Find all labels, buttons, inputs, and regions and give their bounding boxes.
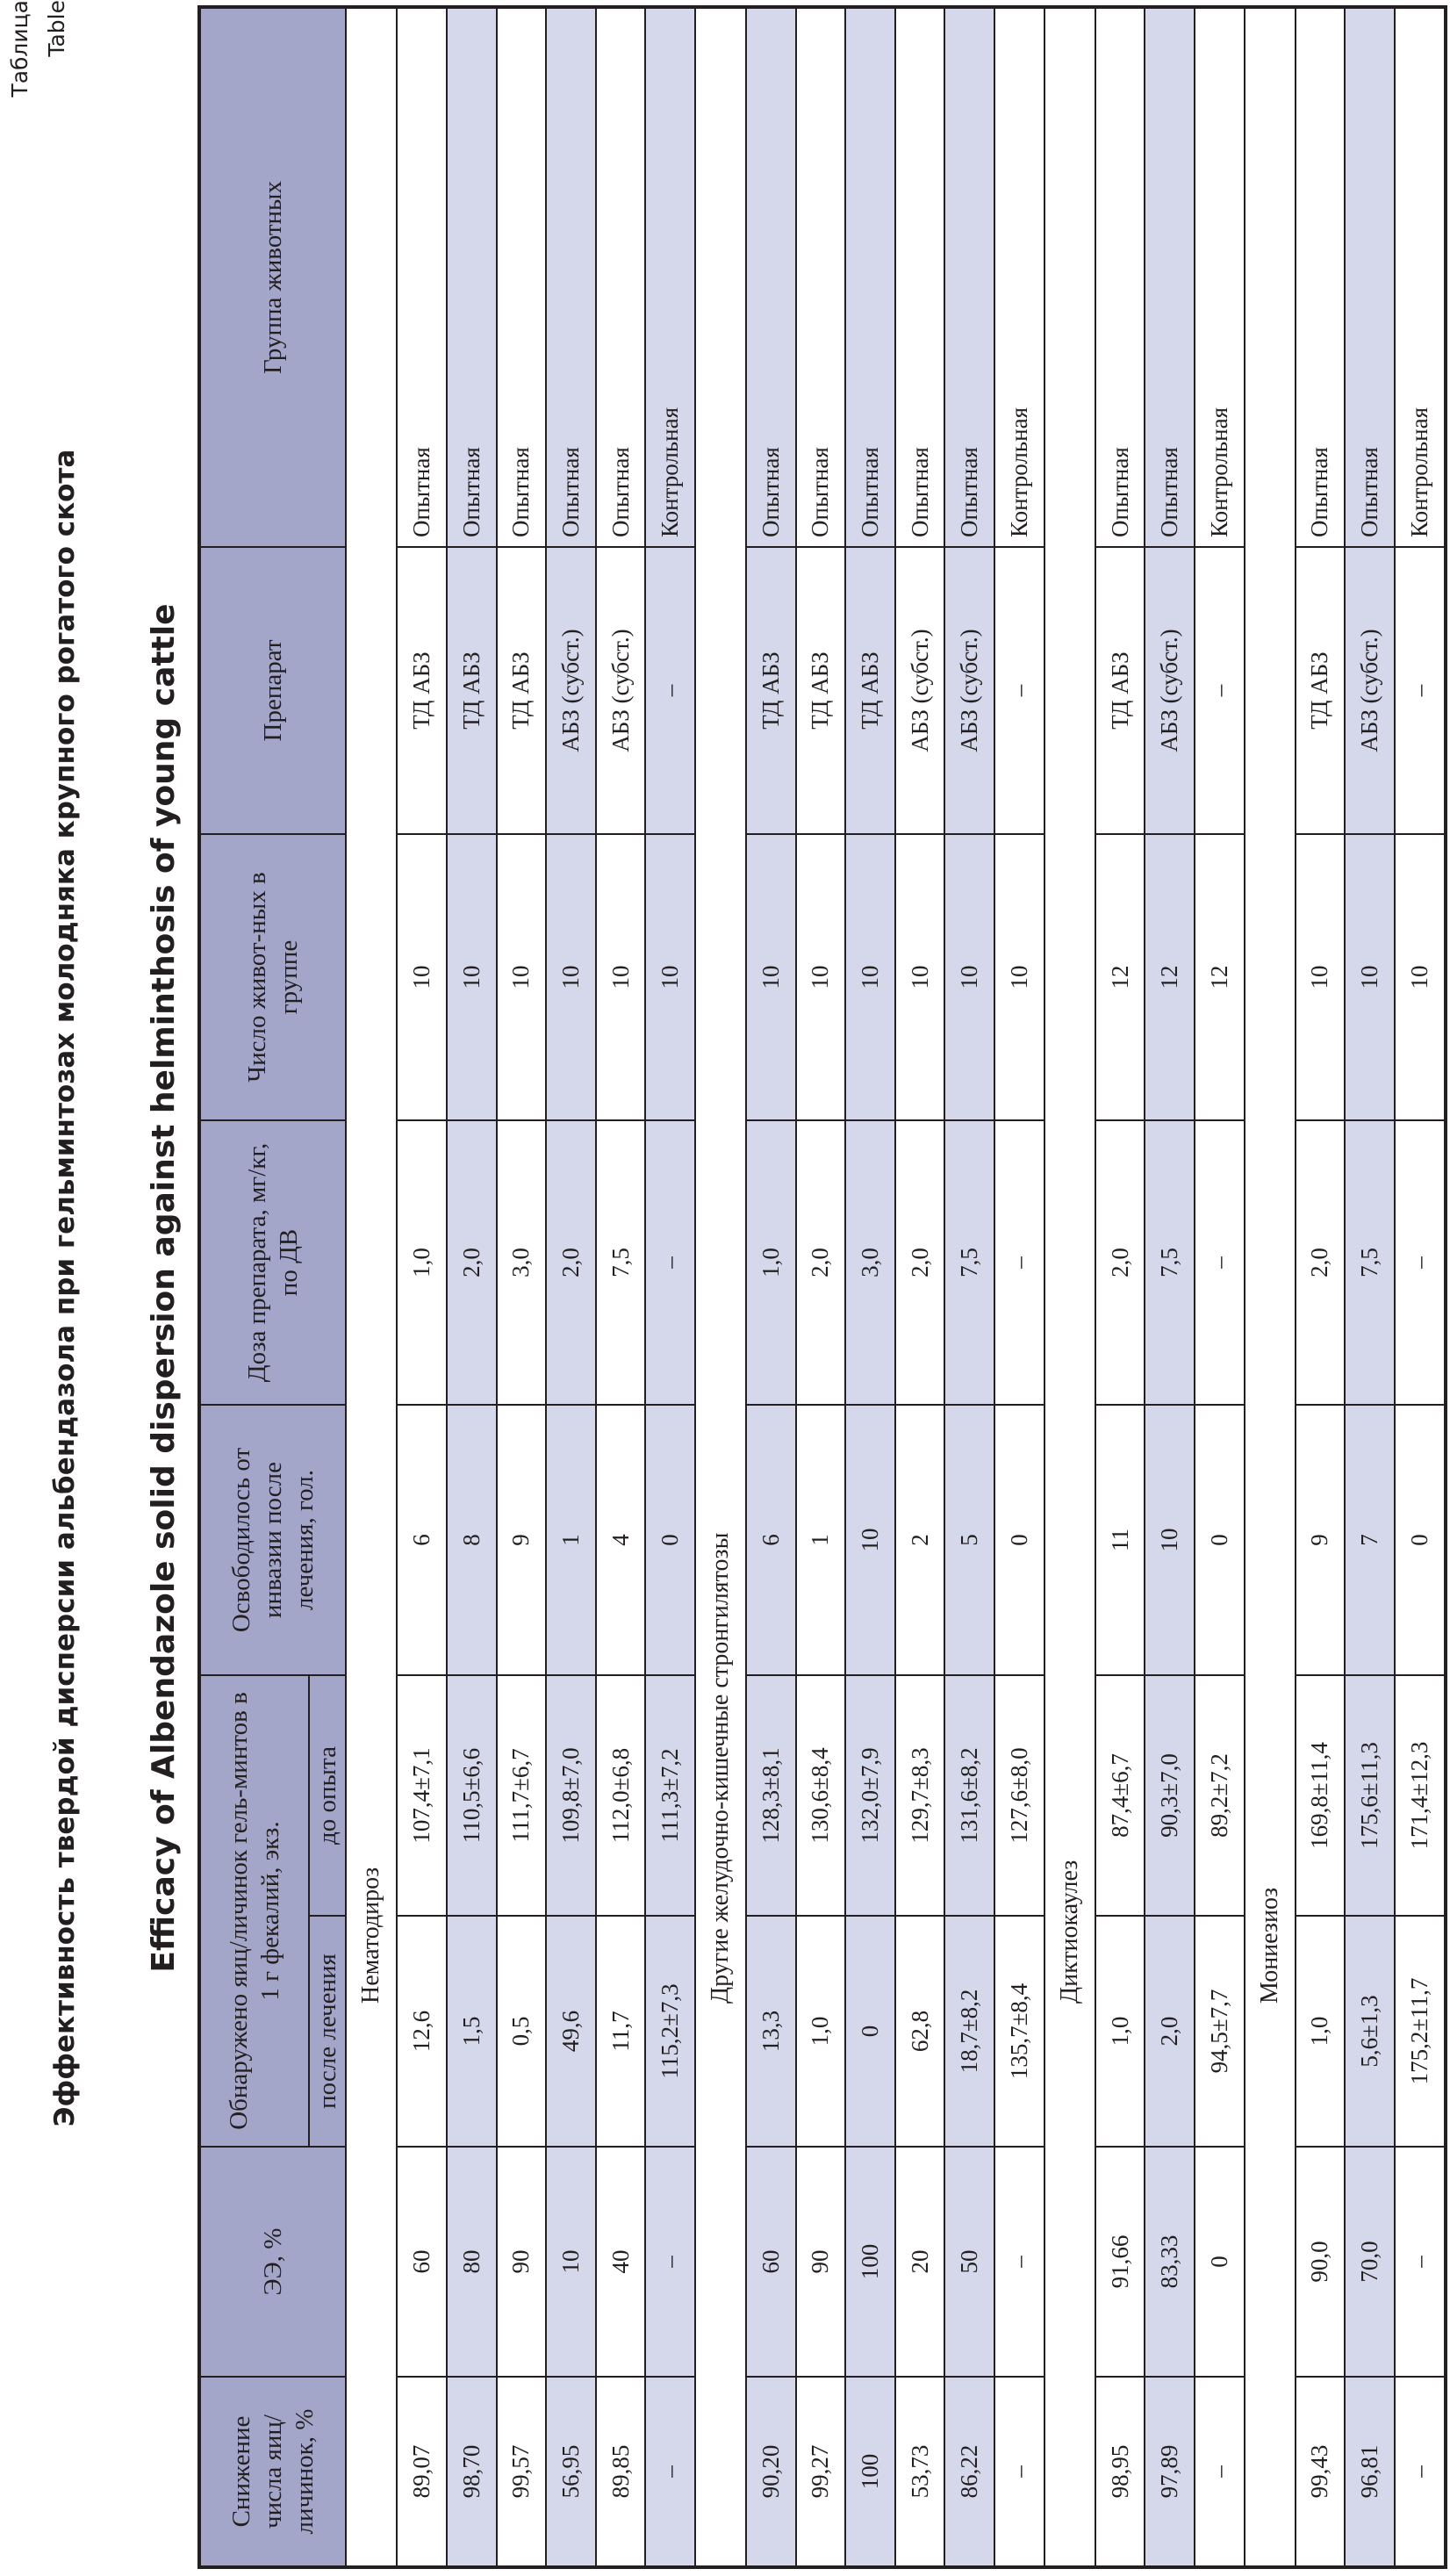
cell-count: 12 <box>1145 834 1195 1120</box>
cell-before: 171,4±12,3 <box>1395 1675 1446 1916</box>
cell-ee: 60 <box>746 2147 796 2377</box>
cell-drug: АБЗ (субст.) <box>895 547 945 834</box>
cell-after: 1,0 <box>796 1916 846 2147</box>
table-row <box>596 7 646 2567</box>
cell-freed: 2 <box>895 1405 945 1675</box>
cell-after: 115,2±7,3 <box>645 1916 695 2147</box>
cell-before: 175,6±11,3 <box>1345 1675 1395 1916</box>
cell-freed: 9 <box>1296 1405 1346 1675</box>
cell-drug: ТД АБЗ <box>845 547 895 834</box>
cell-drug: – <box>1195 547 1245 834</box>
table-row <box>1345 7 1395 2567</box>
cell-drug: АБЗ (субст.) <box>546 547 596 834</box>
cell-group: Опытная <box>447 7 497 547</box>
cell-ee: 0 <box>1195 2147 1245 2377</box>
cell-after: 94,5±7,7 <box>1195 1916 1245 2147</box>
cell-ee: 70,0 <box>1345 2147 1395 2377</box>
cell-reduction: 98,70 <box>447 2377 497 2567</box>
efficacy-table <box>197 5 1447 2569</box>
cell-drug: – <box>645 547 695 834</box>
cell-dose: – <box>645 1120 695 1405</box>
cell-reduction: – <box>994 2377 1044 2567</box>
cell-freed: 9 <box>497 1405 547 1675</box>
cell-count: 10 <box>944 834 994 1120</box>
cell-group: Опытная <box>746 7 796 547</box>
cell-drug: – <box>994 547 1044 834</box>
table-row <box>994 7 1044 2567</box>
cell-ee: 40 <box>596 2147 646 2377</box>
cell-count: 10 <box>1395 834 1446 1120</box>
cell-after: 11,7 <box>596 1916 646 2147</box>
table-row <box>895 7 945 2567</box>
cell-ee: 80 <box>447 2147 497 2377</box>
cell-ee: 90,0 <box>1296 2147 1346 2377</box>
cell-ee: 50 <box>944 2147 994 2377</box>
header-drug: Препарат <box>199 547 346 834</box>
cell-ee: 91,66 <box>1095 2147 1145 2377</box>
cell-ee: – <box>645 2147 695 2377</box>
cell-count: 10 <box>1296 834 1346 1120</box>
table-label-ru: Таблица <box>7 0 32 97</box>
cell-before: 129,7±8,3 <box>895 1675 945 1916</box>
header-before: до опыта <box>309 1675 346 1916</box>
cell-reduction: – <box>645 2377 695 2567</box>
cell-after: 135,7±8,4 <box>994 1916 1044 2147</box>
cell-before: 89,2±7,2 <box>1195 1675 1245 1916</box>
table-body <box>346 7 1446 2567</box>
cell-dose: 2,0 <box>546 1120 596 1405</box>
header-after: после лечения <box>309 1916 346 2147</box>
cell-count: 10 <box>546 834 596 1120</box>
cell-drug: ТД АБЗ <box>497 547 547 834</box>
table-row <box>1195 7 1245 2567</box>
cell-group: Опытная <box>397 7 447 547</box>
cell-reduction: 99,43 <box>1296 2377 1346 2567</box>
cell-ee: 90 <box>796 2147 846 2377</box>
cell-after: 5,6±1,3 <box>1345 1916 1395 2147</box>
cell-dose: 1,0 <box>746 1120 796 1405</box>
cell-group: Опытная <box>796 7 846 547</box>
cell-dose: 7,5 <box>944 1120 994 1405</box>
cell-group: Опытная <box>546 7 596 547</box>
table-row <box>1296 7 1346 2567</box>
cell-drug: АБЗ (субст.) <box>1345 547 1395 834</box>
cell-reduction: 99,27 <box>796 2377 846 2567</box>
cell-ee: 83,33 <box>1145 2147 1195 2377</box>
cell-drug: ТД АБЗ <box>1296 547 1346 834</box>
cell-after: 2,0 <box>1145 1916 1195 2147</box>
section-row <box>346 7 397 2567</box>
cell-after: 1,5 <box>447 1916 497 2147</box>
cell-reduction: 56,95 <box>546 2377 596 2567</box>
cell-count: 10 <box>845 834 895 1120</box>
cell-count: 10 <box>994 834 1044 1120</box>
cell-ee: – <box>1395 2147 1446 2377</box>
table-row <box>546 7 596 2567</box>
table-title-en: Efficacy of Albendazole solid dispersion against helminthosis of young cattle <box>146 603 182 1973</box>
table-row <box>1395 7 1446 2567</box>
cell-after: 0,5 <box>497 1916 547 2147</box>
cell-freed: 6 <box>397 1405 447 1675</box>
header-group: Группа животных <box>199 7 346 547</box>
cell-group: Опытная <box>1296 7 1346 547</box>
table-row <box>1095 7 1145 2567</box>
cell-before: 131,6±8,2 <box>944 1675 994 1916</box>
cell-count: 10 <box>397 834 447 1120</box>
cell-count: 10 <box>895 834 945 1120</box>
section-row <box>695 7 746 2567</box>
table-row <box>944 7 994 2567</box>
cell-reduction: 99,57 <box>497 2377 547 2567</box>
table-row <box>746 7 796 2567</box>
cell-drug: ТД АБЗ <box>796 547 846 834</box>
cell-before: 128,3±8,1 <box>746 1675 796 1916</box>
cell-after: 49,6 <box>546 1916 596 2147</box>
cell-ee: 90 <box>497 2147 547 2377</box>
cell-ee: 20 <box>895 2147 945 2377</box>
cell-reduction: 97,89 <box>1145 2377 1195 2567</box>
cell-drug: ТД АБЗ <box>746 547 796 834</box>
cell-reduction: 90,20 <box>746 2377 796 2567</box>
cell-count: 10 <box>796 834 846 1120</box>
cell-dose: 2,0 <box>796 1120 846 1405</box>
table-row <box>397 7 447 2567</box>
cell-before: 127,6±8,0 <box>994 1675 1044 1916</box>
cell-after: 1,0 <box>1095 1916 1145 2147</box>
cell-group: Контрольная <box>1195 7 1245 547</box>
cell-before: 90,3±7,0 <box>1145 1675 1195 1916</box>
cell-group: Опытная <box>1145 7 1195 547</box>
header-reduction: Снижение числа яиц/ личинок, % <box>199 2377 346 2567</box>
cell-drug: ТД АБЗ <box>1095 547 1145 834</box>
cell-after: 13,3 <box>746 1916 796 2147</box>
cell-before: 112,0±6,8 <box>596 1675 646 1916</box>
cell-after: 12,6 <box>397 1916 447 2147</box>
table-row <box>645 7 695 2567</box>
section-row <box>1245 7 1296 2567</box>
cell-group: Опытная <box>895 7 945 547</box>
cell-ee: 60 <box>397 2147 447 2377</box>
header-freed: Освободилось от инвазии после лечения, гол. <box>199 1405 346 1675</box>
cell-reduction: 53,73 <box>895 2377 945 2567</box>
cell-dose: 2,0 <box>895 1120 945 1405</box>
cell-count: 10 <box>447 834 497 1120</box>
header-dose: Доза препарата, мг/кг, по ДВ <box>199 1120 346 1405</box>
cell-reduction: – <box>1195 2377 1245 2567</box>
cell-before: 130,6±8,4 <box>796 1675 846 1916</box>
header-ee: ЭЭ, % <box>199 2147 346 2377</box>
cell-freed: 0 <box>645 1405 695 1675</box>
cell-freed: 10 <box>845 1405 895 1675</box>
cell-reduction: 98,95 <box>1095 2377 1145 2567</box>
cell-reduction: 86,22 <box>944 2377 994 2567</box>
cell-before: 132,0±7,9 <box>845 1675 895 1916</box>
cell-count: 10 <box>645 834 695 1120</box>
cell-count: 10 <box>1345 834 1395 1120</box>
header-count: Число живот-ных в группе <box>199 834 346 1120</box>
cell-count: 12 <box>1095 834 1145 1120</box>
table-row <box>1145 7 1195 2567</box>
section-title: Диктиокаулез <box>1044 7 1095 2567</box>
cell-after: 1,0 <box>1296 1916 1346 2147</box>
cell-reduction: 89,07 <box>397 2377 447 2567</box>
section-title: Другие желудочно-кишечные стронгилятозы <box>695 7 746 2567</box>
cell-dose: – <box>1395 1120 1446 1405</box>
cell-group: Опытная <box>497 7 547 547</box>
cell-after: 0 <box>845 1916 895 2147</box>
cell-dose: 3,0 <box>845 1120 895 1405</box>
section-title: Мониезиоз <box>1245 7 1296 2567</box>
cell-freed: 10 <box>1145 1405 1195 1675</box>
cell-drug: – <box>1395 547 1446 834</box>
cell-freed: 5 <box>944 1405 994 1675</box>
table-row <box>796 7 846 2567</box>
cell-group: Опытная <box>596 7 646 547</box>
table-row <box>447 7 497 2567</box>
cell-freed: 7 <box>1345 1405 1395 1675</box>
cell-dose: – <box>994 1120 1044 1405</box>
cell-group: Опытная <box>1345 7 1395 547</box>
table-row <box>497 7 547 2567</box>
cell-group: Опытная <box>845 7 895 547</box>
cell-before: 107,4±7,1 <box>397 1675 447 1916</box>
header-found: Обнаружено яиц/личинок гель-минтов в 1 г фекалий, экз. <box>199 1675 309 2147</box>
cell-ee: 10 <box>546 2147 596 2377</box>
cell-dose: 7,5 <box>1145 1120 1195 1405</box>
section-row <box>1044 7 1095 2567</box>
cell-dose: 7,5 <box>596 1120 646 1405</box>
cell-dose: 1,0 <box>397 1120 447 1405</box>
cell-before: 109,8±7,0 <box>546 1675 596 1916</box>
cell-after: 18,7±8,2 <box>944 1916 994 2147</box>
cell-freed: 0 <box>1395 1405 1446 1675</box>
cell-before: 111,7±6,7 <box>497 1675 547 1916</box>
cell-group: Опытная <box>944 7 994 547</box>
table-label-en: Table <box>44 0 69 57</box>
cell-dose: 2,0 <box>1296 1120 1346 1405</box>
cell-ee: 100 <box>845 2147 895 2377</box>
cell-before: 111,3±7,2 <box>645 1675 695 1916</box>
cell-reduction: 100 <box>845 2377 895 2567</box>
cell-group: Опытная <box>1095 7 1145 547</box>
cell-after: 175,2±11,7 <box>1395 1916 1446 2147</box>
cell-before: 110,5±6,6 <box>447 1675 497 1916</box>
cell-drug: АБЗ (субст.) <box>596 547 646 834</box>
cell-count: 10 <box>596 834 646 1120</box>
cell-dose: 2,0 <box>447 1120 497 1405</box>
cell-count: 12 <box>1195 834 1245 1120</box>
cell-reduction: 96,81 <box>1345 2377 1395 2567</box>
section-title: Нематодироз <box>346 7 397 2567</box>
cell-freed: 4 <box>596 1405 646 1675</box>
cell-drug: ТД АБЗ <box>447 547 497 834</box>
cell-count: 10 <box>746 834 796 1120</box>
table-row <box>845 7 895 2567</box>
cell-drug: АБЗ (субст.) <box>1145 547 1195 834</box>
cell-after: 62,8 <box>895 1916 945 2147</box>
cell-reduction: 89,85 <box>596 2377 646 2567</box>
cell-ee: – <box>994 2147 1044 2377</box>
cell-group: Контрольная <box>994 7 1044 547</box>
cell-freed: 0 <box>994 1405 1044 1675</box>
cell-reduction: – <box>1395 2377 1446 2567</box>
cell-drug: ТД АБЗ <box>397 547 447 834</box>
cell-count: 10 <box>497 834 547 1120</box>
cell-drug: АБЗ (субст.) <box>944 547 994 834</box>
cell-freed: 11 <box>1095 1405 1145 1675</box>
cell-group: Контрольная <box>1395 7 1446 547</box>
cell-freed: 6 <box>746 1405 796 1675</box>
cell-freed: 1 <box>796 1405 846 1675</box>
cell-group: Контрольная <box>645 7 695 547</box>
cell-dose: 2,0 <box>1095 1120 1145 1405</box>
cell-before: 87,4±6,7 <box>1095 1675 1145 1916</box>
cell-dose: 3,0 <box>497 1120 547 1405</box>
cell-before: 169,8±11,4 <box>1296 1675 1346 1916</box>
cell-dose: 7,5 <box>1345 1120 1395 1405</box>
table-title-ru: Эффективность твердой дисперсии альбендазола при гельминтозах молодняка крупного рогатого скота <box>49 449 81 2127</box>
cell-freed: 1 <box>546 1405 596 1675</box>
cell-freed: 0 <box>1195 1405 1245 1675</box>
cell-freed: 8 <box>447 1405 497 1675</box>
cell-dose: – <box>1195 1120 1245 1405</box>
